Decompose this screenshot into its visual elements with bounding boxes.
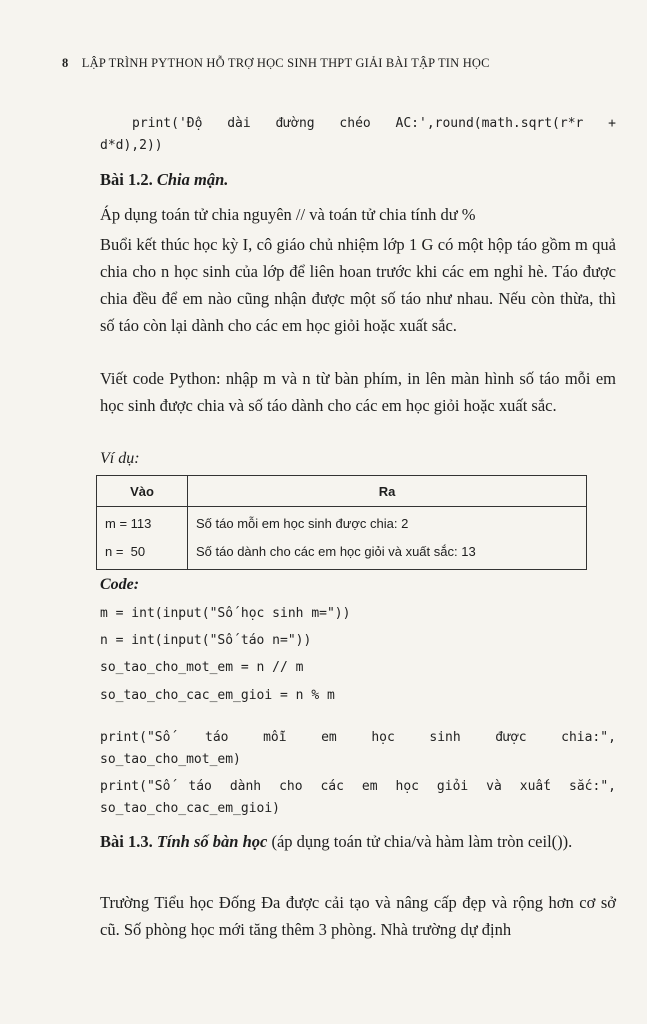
code-line: n = int(input("Số táo n=")) (100, 633, 312, 648)
page-number: 8 (62, 56, 69, 70)
code-token: sắc:", (569, 779, 616, 794)
exercise-number: Bài 1.3. (100, 832, 153, 851)
code-token: học (395, 779, 419, 794)
print-line-2-cont: so_tao_cho_cac_em_gioi) (100, 801, 281, 816)
code-token: táo (188, 779, 212, 794)
exercise-1-2-heading (100, 170, 228, 190)
exercise-1-3-paragraph: Trường Tiểu học Đống Đa được cải tạo và nâng cấp đẹp và rộng hơn cơ sở cũ. Số phòng học mới tăng thêm 3 phòng. Nhà trường dự định (100, 893, 616, 939)
code-token: chia:", (561, 730, 616, 745)
code-token: print("Số (100, 730, 171, 745)
code-token: print("Số (100, 779, 171, 794)
exercise-1-2-story: Buổi kết thúc học kỳ I, cô giáo chủ nhiệm lớp 1 G có một hộp táo gồm m quả chia cho n học sinh của lớp để liên hoan trước khi các em nghỉ hè. Táo được chia đều để em nào cũng nhận được một số táo như nhau. Nếu còn thừa, thì số táo còn lại dành cho các em học giỏi hoặc xuất sắc. (100, 235, 616, 335)
exercise-1-2-task: Viết code Python: nhập m và n từ bàn phím, in lên màn hình số táo mỗi em học sinh được chia và số táo dành cho các em học giỏi hoặc xuất sắc. (100, 369, 616, 415)
exercise-title: Tính số bàn học (156, 832, 268, 851)
table-header-row (97, 476, 587, 507)
code-token: cho (279, 779, 303, 794)
column-header-input: Vào (97, 476, 188, 507)
code-line: so_tao_cho_mot_em = n // m (100, 660, 304, 675)
code-token: táo (205, 730, 229, 745)
code-token: print('Độ (132, 116, 203, 131)
running-title: LẬP TRÌNH PYTHON HỖ TRỢ HỌC SINH THPT GIẢI BÀI TẬP TIN HỌC (81, 56, 490, 70)
intro-code-line-1 (132, 116, 616, 131)
code-token: chéo (339, 116, 371, 131)
exercise-number: Bài 1.2. (100, 170, 153, 189)
code-token: sinh (429, 730, 461, 745)
code-token: học (371, 730, 395, 745)
column-header-output: Ra (188, 476, 587, 507)
code-token: em (321, 730, 337, 745)
table-cell: m = 113 (97, 507, 188, 538)
code-line: so_tao_cho_cac_em_gioi = n % m (100, 688, 335, 703)
code-label: Code: (100, 576, 140, 593)
code-line: m = int(input("Số học sinh m=")) (100, 606, 351, 621)
table-row (97, 537, 587, 570)
table-cell: n = 50 (97, 537, 188, 570)
code-token: mỗi (263, 730, 287, 745)
code-token: em (361, 779, 378, 794)
intro-code-line-2: d*d),2)) (100, 138, 163, 153)
code-token: + (608, 116, 616, 131)
print-line-1 (100, 730, 616, 745)
print-line-1-cont: so_tao_cho_mot_em) (100, 752, 241, 767)
exercise-title: Chia mận. (156, 170, 229, 189)
exercise-1-2-intro: Áp dụng toán tử chia nguyên // và toán tử chia tính dư % (100, 205, 476, 224)
code-token: dài (227, 116, 251, 131)
exercise-1-3-heading (100, 828, 616, 855)
code-token: dành (229, 779, 262, 794)
example-label: Ví dụ: (100, 450, 140, 467)
code-token: AC:',round(math.sqrt(r*r (395, 116, 584, 131)
code-token: được (495, 730, 527, 745)
table-row (97, 507, 587, 538)
code-token: và (486, 779, 502, 794)
code-token: xuất (519, 779, 552, 794)
running-header (62, 56, 602, 71)
code-token: giỏi (436, 779, 469, 794)
table-cell: Số táo mỗi em học sinh được chia: 2 (188, 507, 587, 538)
code-token: đường (275, 116, 315, 131)
code-token: các (320, 779, 344, 794)
print-line-2 (100, 779, 616, 794)
exercise-title-suffix: (áp dụng toán tử chia/và hàm làm tròn ceil()). (267, 832, 573, 851)
example-table (96, 475, 587, 570)
table-cell: Số táo dành cho các em học giỏi và xuất sắc: 13 (188, 537, 587, 570)
